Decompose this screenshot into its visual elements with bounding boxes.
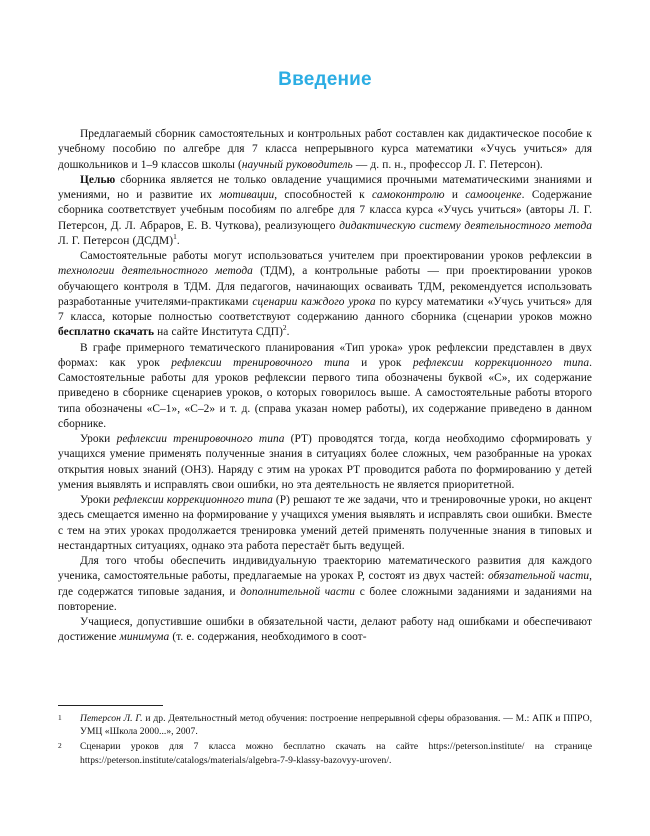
text-run: , способностей к bbox=[274, 189, 373, 201]
text-run: с более сложными заданиями и заданиями на повторение. bbox=[58, 585, 593, 613]
text-run: Самостоятельные работы могут использоваться учителем при проектировании уроков рефлексии в bbox=[80, 250, 592, 262]
text-run-italic: дополнительной части bbox=[240, 585, 356, 598]
text-run-italic: дидактическую систему деятельностного метода bbox=[339, 219, 593, 232]
text-run-italic: технологии деятельностного метода bbox=[58, 265, 253, 278]
text-run-italic: самоконтролю bbox=[372, 189, 445, 201]
text-run: . Самостоятельные работы для уроков рефлексии первого типа обозначены буквой «С», их содержание приведено в сборнике сценариев уроков, о которых говорилось выше. А самостоятельные работы второго типа обозначены «С–1», «С–2» и т. д. (справа указан номер работы), их содержание приведено в данном сборнике. bbox=[58, 356, 592, 430]
body-text-block bbox=[58, 127, 592, 646]
footnote-list bbox=[58, 712, 592, 767]
text-run-italic: сценарии каждого урока bbox=[252, 295, 376, 308]
body-paragraph bbox=[58, 127, 592, 173]
text-run: (РТ) проводятся тогда, когда необходимо сформировать у учащихся умение применять полученные знания в ситуациях более сложных, чем разобранные на уроках открытия новых знаний (ОНЗ). Наряду с этим на уроках РТ проводится работа по формированию у детей умения выявлять и исправлять свои ошибки, но эта деятельность не является приоритетной. bbox=[58, 433, 593, 491]
body-paragraph bbox=[58, 249, 592, 341]
footnote-reference[interactable]: 2 bbox=[282, 323, 287, 333]
text-run-italic: рефлексии коррекционного типа bbox=[412, 356, 590, 369]
text-run-italic: Петерсон Л. Г. bbox=[80, 713, 143, 724]
body-paragraph bbox=[58, 554, 592, 615]
text-run: , где содержатся типовые задания, и bbox=[58, 570, 592, 598]
text-run: Учащиеся, допустившие ошибки в обязательной части, делают работу над ошибками и обеспечивают достижение bbox=[58, 616, 592, 644]
footnote-number: 1 bbox=[58, 713, 62, 722]
body-paragraph bbox=[58, 493, 592, 554]
text-run: . bbox=[286, 326, 290, 339]
text-run: . bbox=[176, 234, 180, 247]
text-run-italic: научный руководитель bbox=[241, 158, 353, 171]
text-run: Уроки bbox=[80, 494, 114, 506]
text-run: и урок bbox=[349, 356, 413, 369]
text-run: Для того чтобы обеспечить индивидуальную траекторию математического развития для каждого ученика, самостоятельные работы, предлагаемые на уроках Р, состоят из двух частей: bbox=[58, 555, 592, 583]
body-paragraph bbox=[58, 432, 592, 493]
text-run-italic: мотивации bbox=[219, 189, 275, 201]
text-run: — д. п. н., профессор Л. Г. Петерсон). bbox=[352, 158, 543, 171]
text-run: и bbox=[444, 189, 466, 201]
footnote-item bbox=[58, 740, 592, 766]
page-title: Введение bbox=[278, 68, 372, 90]
footnote-text bbox=[80, 740, 592, 766]
text-run-italic: рефлексии тренировочного типа bbox=[171, 356, 350, 369]
text-run: и др. Деятельностный метод обучения: построение непрерывной сферы образования. — М.: АПК и ППРО, УМЦ «Школа 2000...», 2007. bbox=[80, 713, 593, 738]
text-run-bold: Целью bbox=[80, 173, 116, 186]
text-run-italic: рефлексии коррекционного типа bbox=[113, 494, 273, 506]
text-run: сборника является не только овладение учащимися прочными математическими знаниями и умениями, но и развитие их bbox=[58, 173, 592, 201]
body-paragraph bbox=[58, 615, 592, 646]
footnote-item bbox=[58, 712, 592, 738]
text-run-italic: самооценке bbox=[465, 189, 522, 201]
text-run-bold: бесплатно скачать bbox=[58, 326, 155, 339]
footnotes-section bbox=[58, 705, 592, 769]
footnote-number: 2 bbox=[58, 741, 62, 751]
text-run: . Содержание сборника соответствует учебным пособиям по алгебре для 7 класса курса «Учусь учиться» (авторы Л. Г. Петерсон, Д. Л. Абраров, Е. В. Чуткова), реализующего bbox=[58, 189, 593, 232]
text-run-italic: обязательной части bbox=[488, 570, 590, 583]
body-paragraph bbox=[58, 341, 592, 433]
text-run: Предлагаемый сборник самостоятельных и контрольных работ составлен как дидактическое пособие к учебному пособию по алгебре для 7 класса непрерывного курса математики «Учусь учиться» для дошкольников и 1–9 классов школы ( bbox=[58, 128, 592, 171]
footnote-text bbox=[80, 712, 592, 738]
text-run: (ТДМ), а контрольные работы — при проектировании уроков обучающего контроля в ТДМ. Для педагогов, начинающих осваивать ТДМ, рекомендуется использовать разработанные учителями-практиками bbox=[58, 265, 592, 308]
text-run-italic: минимума bbox=[119, 631, 170, 644]
text-run-italic: рефлексии тренировочного типа bbox=[116, 433, 285, 445]
footnote-reference[interactable]: 1 bbox=[173, 231, 177, 241]
text-run: Уроки bbox=[80, 433, 117, 445]
text-run: В графе примерного тематического планирования «Тип урока» урок рефлексии представлен в двух формах: как урок bbox=[58, 341, 592, 369]
text-run: (т. е. содержания, необходимого в соот- bbox=[169, 631, 367, 644]
text-run: Л. Г. Петерсон (ДСДМ) bbox=[58, 234, 174, 247]
footnote-separator-rule bbox=[58, 705, 163, 706]
text-run: на сайте Института СДП) bbox=[154, 326, 283, 339]
body-paragraph bbox=[58, 173, 592, 249]
text-run: Сценарии уроков для 7 класса можно бесплатно скачать на сайте https://peterson.institute/ на странице https://peterson.institute/catalogs/materials/algebra-7-9-klassy-bazovyy-uroven/. bbox=[80, 741, 592, 766]
text-run: по курсу математики «Учусь учиться» для 7 класса, которые полностью соответствуют содержанию данного сборника (сценарии уроков можно bbox=[58, 295, 592, 323]
text-run: (Р) решают те же задачи, что и тренировочные уроки, но акцент здесь смещается именно на формирование у учащихся умения выявлять и исправлять свои ошибки. Вместе с тем на этих уроках продолжается тренировка умений детей применять полученные знания в типовых и нестандартных ситуациях, однако эта работа перестаёт быть ведущей. bbox=[58, 494, 592, 552]
